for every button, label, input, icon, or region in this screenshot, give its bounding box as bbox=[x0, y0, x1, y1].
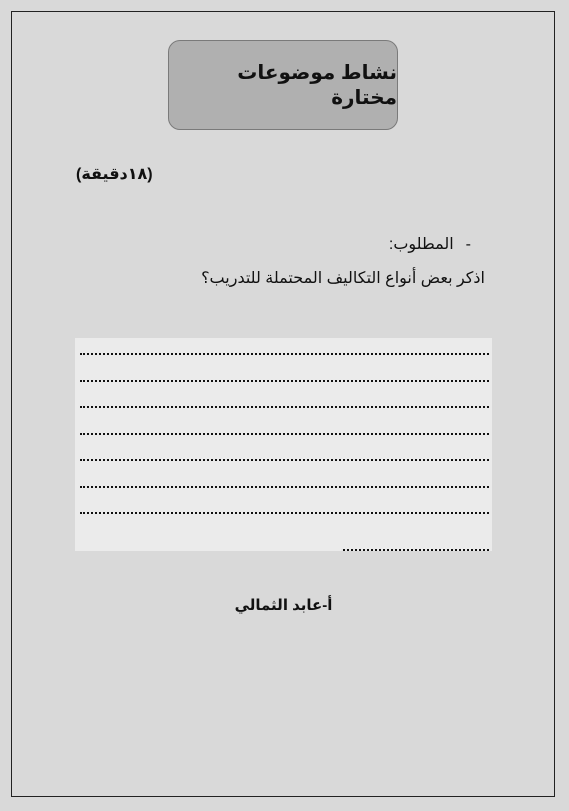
page-title: نشاط موضوعات مختارة bbox=[237, 62, 397, 109]
title-box bbox=[168, 40, 398, 130]
question-text: اذكر بعض أنواع التكاليف المحتملة للتدريب؟ bbox=[201, 270, 485, 287]
answer-line-6[interactable] bbox=[80, 485, 489, 488]
answer-area[interactable] bbox=[75, 338, 492, 551]
answer-line-4[interactable] bbox=[80, 432, 489, 435]
required-heading bbox=[389, 234, 471, 254]
answer-line-8[interactable] bbox=[343, 548, 489, 551]
list-dash: - bbox=[465, 236, 471, 253]
answer-line-2[interactable] bbox=[80, 379, 489, 382]
answer-line-5[interactable] bbox=[80, 458, 489, 461]
author-signature bbox=[0, 596, 569, 614]
author-name: أ-عابد الثمالي bbox=[234, 597, 333, 614]
required-label: المطلوب: bbox=[388, 236, 454, 253]
answer-line-7[interactable] bbox=[80, 511, 489, 514]
answer-line-3[interactable] bbox=[80, 405, 489, 408]
duration-label: (١٨دقيقة) bbox=[76, 166, 153, 183]
answer-line-1[interactable] bbox=[80, 352, 489, 355]
